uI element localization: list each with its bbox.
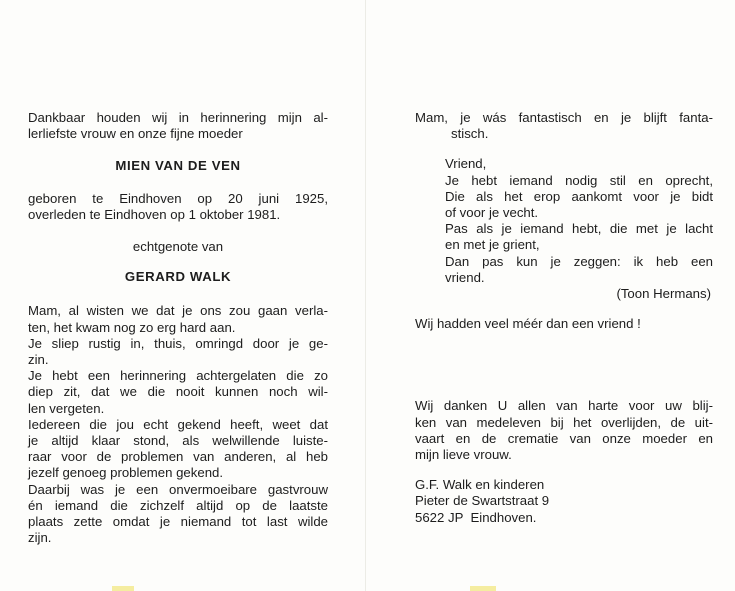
right-panel	[415, 110, 713, 526]
opening-line: stisch.	[451, 126, 489, 142]
tribute-line: Mam, al wisten we dat je ons zou gaan verla-	[28, 303, 328, 319]
tribute-line: raar voor de problemen van anderen, al heb	[28, 449, 328, 465]
poem-author: (Toon Hermans)	[616, 286, 711, 302]
signature-line: G.F. Walk en kinderen	[415, 477, 545, 493]
thanks-line: vaart en de crematie van onze moeder en	[415, 430, 713, 446]
thanks-line: ken van medeleven bij het overlijden, de uit-	[415, 414, 713, 430]
tribute-line: én iemand die zichzelf altijd op de laatste	[28, 497, 328, 513]
thanks-line: mijn lieve vrouw.	[415, 447, 512, 463]
closing-line: Wij hadden veel méér dan een vriend !	[415, 316, 641, 332]
tribute-line: zijn.	[28, 530, 52, 546]
tribute-line: je altijd klaar stond, als welwillende luiste-	[28, 433, 328, 449]
opening-line: Mam, je wás fantastisch en je blijft fanta-	[415, 110, 713, 125]
dates-line: geboren te Eindhoven op 20 juni 1925,	[28, 190, 328, 206]
thanks-text	[415, 398, 713, 463]
signature	[415, 477, 713, 526]
thanks-line: Wij danken U allen van harte voor uw blij-	[415, 398, 713, 414]
intro-line: lerliefste vrouw en onze fijne moeder	[28, 126, 243, 142]
poem-line: of voor je vecht.	[445, 205, 539, 221]
poem-line: Dan pas kun je zeggen: ik heb een	[445, 253, 713, 269]
poem-line: Pas als je iemand hebt, die met je lacht	[445, 221, 713, 237]
dates-line: overleden te Eindhoven op 1 oktober 1981.	[28, 206, 281, 222]
tribute-line: Je sliep rustig in, thuis, omringd door je ge-	[28, 335, 328, 351]
tribute-line: ten, het kwam nog zo erg hard aan.	[28, 319, 236, 335]
poem-line: en met je grient,	[445, 237, 540, 253]
yellow-edge-mark	[112, 586, 134, 591]
poem-line: Vriend,	[445, 156, 487, 172]
left-panel	[28, 110, 328, 546]
signature-line: 5622 JP Eindhoven.	[415, 509, 537, 525]
intro-line: Dankbaar houden wij in herinnering mijn al-	[28, 110, 328, 125]
tribute-line: diep zit, dat we die nooit kunnen noch wil-	[28, 384, 328, 400]
tribute-line: zin.	[28, 352, 49, 368]
tribute-line: Iedereen die jou echt gekend heeft, weet dat	[28, 416, 328, 432]
poem	[415, 156, 713, 286]
poem-line: Die als het erop aankomt voor je bidt	[445, 188, 713, 204]
tribute-text	[28, 303, 328, 546]
tribute-line: plaats zette omdat je niemand tot last wilde	[28, 514, 328, 530]
center-fold	[365, 0, 366, 591]
spouse-name: GERARD WALK	[124, 269, 232, 285]
poem-line: Je hebt iemand nodig stil en oprecht,	[445, 172, 713, 188]
spouse-label: echtgenote van	[132, 239, 224, 255]
tribute-line: len vergeten.	[28, 400, 105, 416]
deceased-name: MIEN VAN DE VEN	[115, 158, 241, 174]
tribute-line: jezelf genoeg problemen gekend.	[28, 465, 224, 481]
tribute-line: Je hebt een herinnering achtergelaten die zo	[28, 368, 328, 384]
poem-line: vriend.	[445, 269, 485, 285]
signature-line: Pieter de Swartstraat 9	[415, 493, 550, 509]
tribute-line: Daarbij was je een onvermoeibare gastvrouw	[28, 481, 328, 497]
yellow-edge-mark	[470, 586, 496, 591]
